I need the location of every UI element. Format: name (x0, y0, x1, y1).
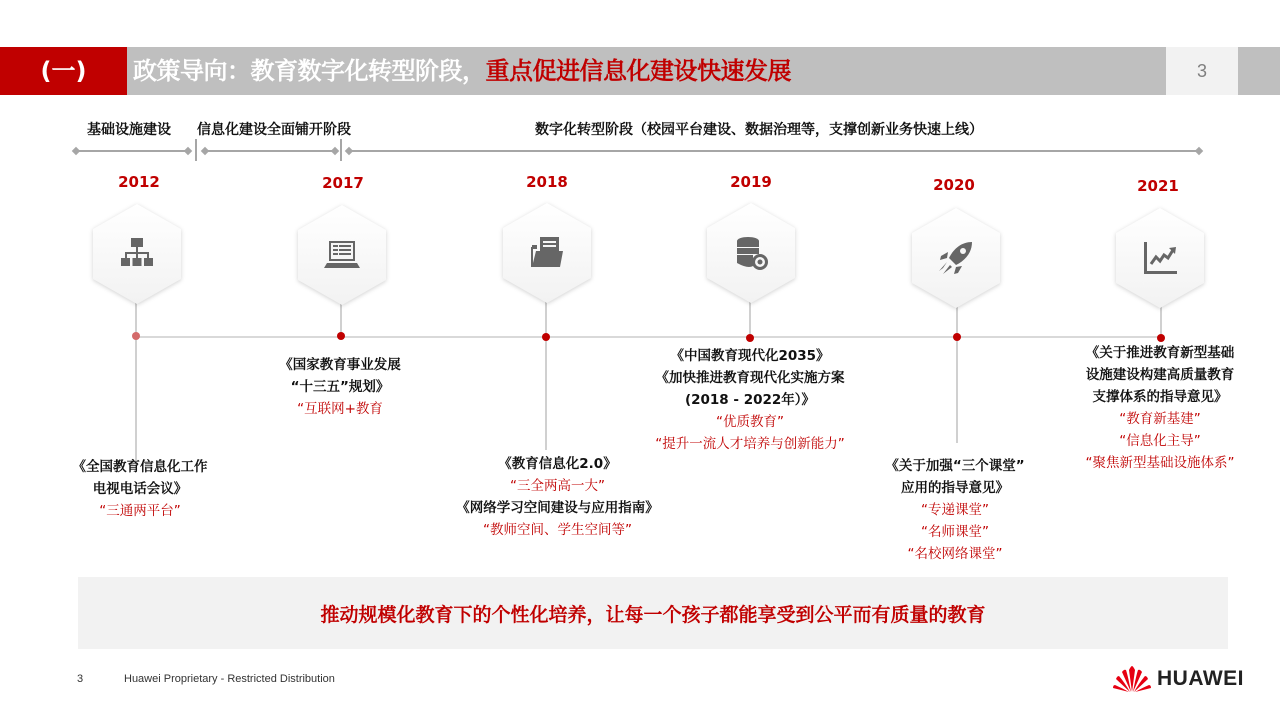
timeline-axis (136, 336, 1162, 338)
conclusion-text: 推动规模化教育下的个性化培养，让每一个孩子都能享受到公平而有质量的教育 (320, 603, 986, 626)
conclusion-banner (78, 577, 1228, 649)
milestone-2021-text (1065, 342, 1255, 474)
policy-doc: 应用的指导意见》 (901, 480, 1009, 496)
phase-arrow-end (331, 147, 339, 155)
phase-separator (340, 139, 342, 161)
year-2017: 2017 (322, 174, 364, 192)
policy-doc: 《全国教育信息化工作 (72, 459, 208, 475)
milestone-2012-text (60, 456, 220, 522)
growth-chart-icon (1140, 238, 1180, 278)
huawei-logo (1112, 664, 1244, 694)
policy-doc: 支撑体系的指导意见》 (1092, 389, 1228, 405)
phase-line-3 (349, 150, 1199, 152)
policy-keyword: “三通两平台” (99, 503, 181, 519)
year-2019: 2019 (730, 173, 772, 191)
connector-2019 (749, 300, 751, 338)
hex-2019 (707, 203, 795, 303)
policy-doc: 《教育信息化2.0》 (498, 456, 617, 472)
phase-separator (195, 139, 197, 161)
timeline-node-2017 (337, 332, 345, 340)
policy-doc: 《网络学习空间建设与应用指南》 (456, 500, 659, 516)
hex-2012 (93, 204, 181, 304)
milestone-2018-text (445, 453, 670, 541)
policy-doc: 《国家教育事业发展 (279, 357, 401, 373)
footer-notice: Huawei Proprietary - Restricted Distribution (124, 673, 335, 685)
page-number-box: 3 (1166, 47, 1238, 95)
policy-keyword: “聚焦新型基础设施体系” (1085, 455, 1235, 471)
policy-doc: 电视电话会议》 (92, 481, 188, 497)
phase-line-2 (205, 150, 335, 152)
timeline-node-2019 (746, 334, 754, 342)
policy-doc: 《关于推进教育新型基础 (1085, 345, 1235, 361)
year-2018: 2018 (526, 173, 568, 191)
phase-line-1 (76, 150, 188, 152)
policy-keyword: “教育新基建” (1119, 411, 1201, 427)
hierarchy-icon (117, 234, 157, 274)
phase-label-digital-transformation: 数字化转型阶段（校园平台建设、数据治理等，支撑创新业务快速上线） (535, 122, 983, 138)
title-part-2: 重点促进信息化建设快速发展 (485, 57, 791, 85)
phase-label-informatization: 信息化建设全面铺开阶段 (197, 122, 351, 138)
policy-keyword: “名校网络课堂” (907, 546, 1003, 562)
policy-doc: 《加快推进教育现代化实施方案 (655, 370, 845, 386)
policy-keyword: “优质教育” (716, 414, 784, 430)
title-part-1: 政策导向：教育数字化转型阶段， (133, 57, 486, 85)
page-title (133, 47, 791, 95)
phase-label-infrastructure: 基础设施建设 (87, 122, 171, 138)
milestone-2017-text (265, 354, 415, 420)
policy-keyword: “信息化主导” (1119, 433, 1201, 449)
policy-doc: “十三五”规划》 (290, 379, 390, 395)
brand-name: HUAWEI (1157, 667, 1244, 690)
timeline-node-2018 (542, 333, 550, 341)
policy-doc: 《中国教育现代化2035》 (670, 348, 830, 364)
year-2012: 2012 (118, 173, 160, 191)
policy-keyword: “三全两高一大” (510, 478, 605, 494)
hex-2018 (503, 203, 591, 303)
policy-doc: 设施建设构建高质量教育 (1085, 367, 1235, 383)
footer-page-number: 3 (77, 673, 84, 685)
section-number: (一) (0, 47, 127, 95)
year-2021: 2021 (1137, 177, 1179, 195)
policy-keyword: “名师课堂” (921, 524, 989, 540)
milestone-2019-text (630, 345, 870, 455)
policy-keyword: “专递课堂” (921, 502, 989, 518)
rocket-icon (936, 238, 976, 278)
phase-arrow-end (184, 147, 192, 155)
huawei-petal-icon (1112, 664, 1152, 694)
hex-2017 (298, 205, 386, 305)
policy-doc: (2018 - 2022年）》 (684, 392, 816, 408)
hex-2021 (1116, 208, 1204, 308)
database-gear-icon (731, 233, 771, 273)
title-bar (0, 47, 1280, 95)
policy-doc: 《关于加强“三个课堂” (885, 458, 1025, 474)
laptop-icon (322, 235, 362, 275)
phase-arrow-end (1195, 147, 1203, 155)
policy-keyword: “提升一流人才培养与创新能力” (655, 436, 845, 452)
hex-2020 (912, 208, 1000, 308)
folder-icon (527, 233, 567, 273)
connector-2018 (545, 300, 547, 450)
connector-2020 (956, 305, 958, 443)
timeline-node-2021 (1157, 334, 1165, 342)
policy-keyword: “教师空间、学生空间等” (483, 522, 632, 538)
connector-2012 (135, 300, 137, 460)
year-2020: 2020 (933, 176, 975, 194)
timeline-node-2020 (953, 333, 961, 341)
policy-keyword: “互联网+教育 (297, 401, 383, 417)
milestone-2020-text (870, 455, 1040, 565)
timeline-node-2012 (132, 332, 140, 340)
